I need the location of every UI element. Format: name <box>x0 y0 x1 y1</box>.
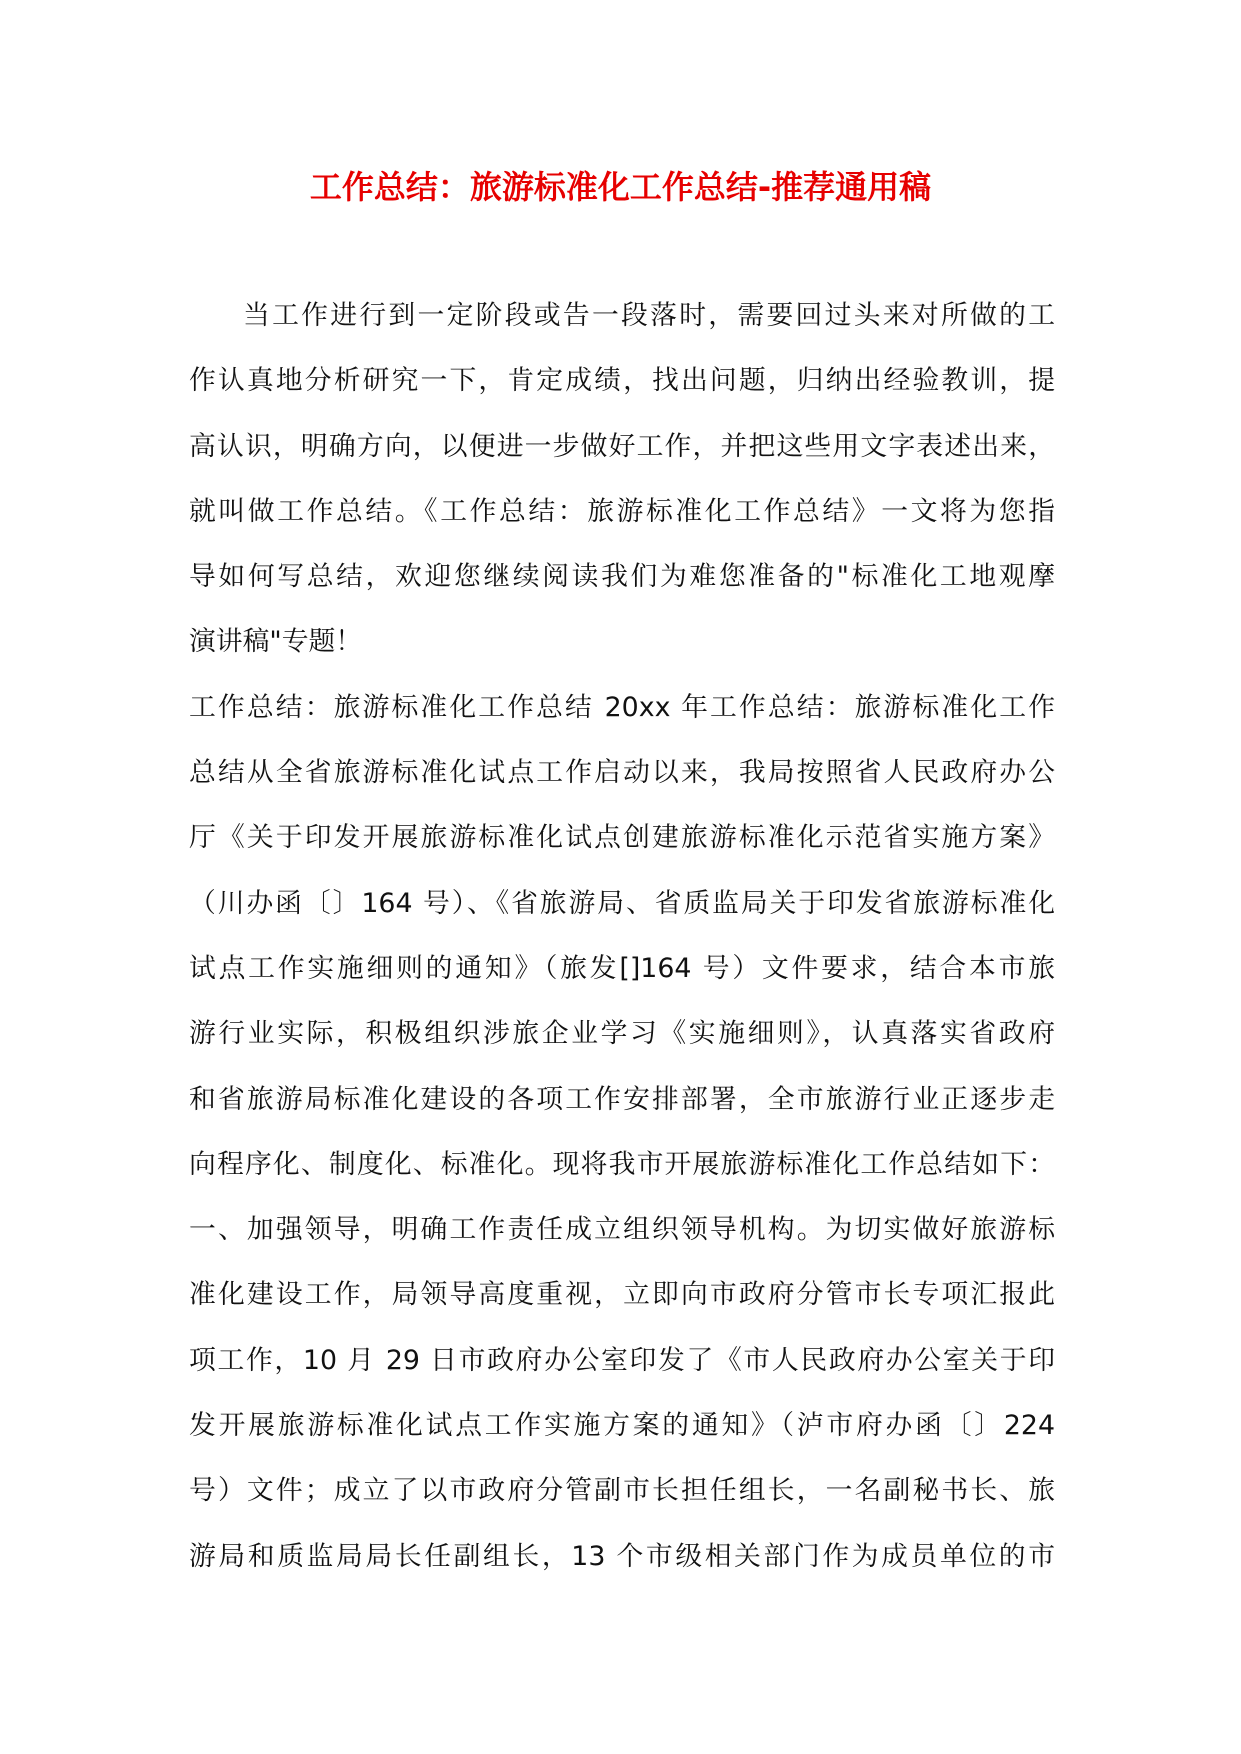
paragraph-line: 号）文件；成立了以市政府分管副市长担任组长，一名副秘书长、旅 <box>189 1475 1055 1507</box>
paragraph-line: 作认真地分析研究一下，肯定成绩，找出问题，归纳出经验教训，提 <box>189 365 1055 397</box>
paragraph-line: 项工作，10 月 29 日市政府办公室印发了《市人民政府办公室关于印 <box>189 1344 1055 1376</box>
paragraph-line: 厅《关于印发开展旅游标准化试点创建旅游标准化示范省实施方案》 <box>189 822 1055 854</box>
paragraph-line: 工作总结：旅游标准化工作总结 20xx 年工作总结：旅游标准化工作 <box>189 691 1055 723</box>
document-title: 工作总结：旅游标准化工作总结-推荐通用稿 <box>309 168 932 206</box>
paragraph-line: 和省旅游局标准化建设的各项工作安排部署，全市旅游行业正逐步走 <box>189 1083 1055 1115</box>
paragraph-line: 就叫做工作总结。《工作总结：旅游标准化工作总结》一文将为您指 <box>189 495 1055 527</box>
paragraph-line: 高认识，明确方向，以便进一步做好工作，并把这些用文字表述出来， <box>189 430 1055 462</box>
paragraph-line: 试点工作实施细则的通知》（旅发[]164 号）文件要求，结合本市旅 <box>189 952 1055 984</box>
paragraph-line: 游行业实际，积极组织涉旅企业学习《实施细则》，认真落实省政府 <box>189 1018 1055 1050</box>
paragraph-line: 一、加强领导，明确工作责任成立组织领导机构。为切实做好旅游标 <box>189 1214 1055 1246</box>
paragraph-line: 向程序化、制度化、标准化。现将我市开展旅游标准化工作总结如下： <box>189 1148 1055 1180</box>
paragraph-line: 导如何写总结，欢迎您继续阅读我们为难您准备的"标准化工地观摩 <box>189 561 1055 593</box>
paragraph-line: 发开展旅游标准化试点工作实施方案的通知》（泸市府办函〔〕224 <box>189 1410 1055 1442</box>
paragraph-line: （川办函〔〕164 号）、《省旅游局、省质监局关于印发省旅游标准化 <box>189 887 1055 919</box>
paragraph-line: 准化建设工作，局领导高度重视，立即向市政府分管市长专项汇报此 <box>189 1279 1055 1311</box>
paragraph-line: 演讲稿"专题！ <box>189 626 363 658</box>
paragraph-line: 当工作进行到一定阶段或告一段落时，需要回过头来对所做的工 <box>243 300 1055 331</box>
paragraph-line: 游局和质监局局长任副组长，13 个市级相关部门作为成员单位的市 <box>189 1540 1055 1572</box>
document-body <box>189 296 1055 1602</box>
paragraph-line: 总结从全省旅游标准化试点工作启动以来，我局按照省人民政府办公 <box>189 757 1055 789</box>
